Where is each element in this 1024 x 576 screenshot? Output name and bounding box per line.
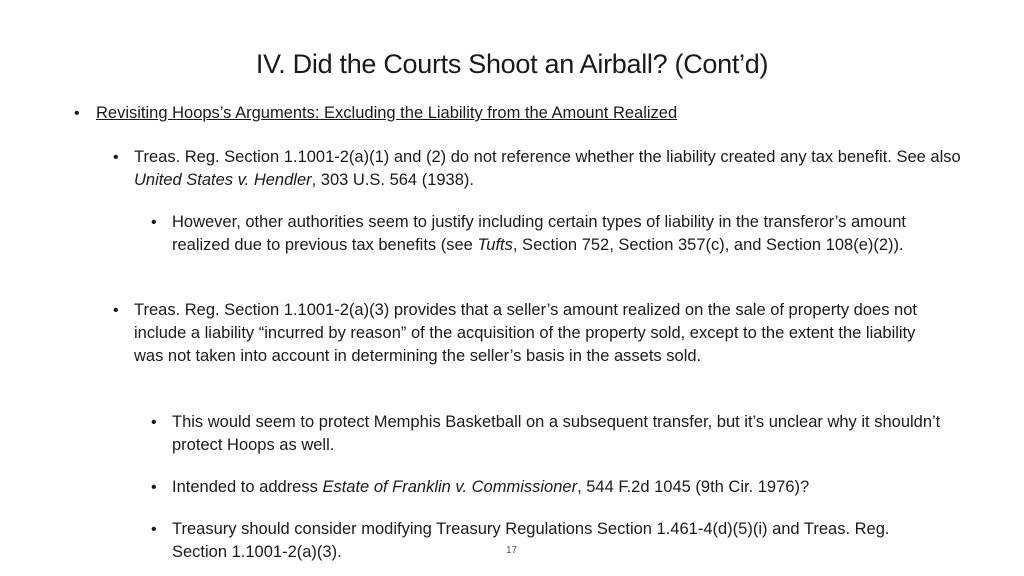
bullet-item: Treasury should consider modifying Treasury Regulations Section 1.461-4(d)(5)(i) and Treas. Reg. Section 1.1001-2(a)(3). (172, 520, 890, 561)
bullet-item: Intended to address Estate of Franklin v. Commissioner, 544 F.2d 1045 (9th Cir. 1976)? (172, 478, 810, 496)
bullet-dot: • (151, 214, 157, 231)
bullet-dot: • (151, 479, 157, 496)
page-number: 17 (506, 545, 518, 556)
slide-title: IV. Did the Courts Shoot an Airball? (Cont’d) (255, 49, 769, 79)
bullet-dot: • (151, 414, 157, 431)
bullet-dot: • (151, 521, 157, 538)
bullet-item: This would seem to protect Memphis Basketball on a subsequent transfer, but it’s unclear why it shouldn’t protect Hoops as well. (172, 413, 941, 454)
bullet-item: Treas. Reg. Section 1.1001-2(a)(1) and (2) do not reference whether the liability created any tax benefit. See also United States v. Hendler, 303 U.S. 564 (1938). (134, 148, 961, 189)
bullet-item: Treas. Reg. Section 1.1001-2(a)(3) provides that a seller’s amount realized on the sale of property does not include a liability “incurred by reason” of the acquisition of the property sold, except to the extent the liability was not taken into account in determining the seller’s basis in the assets sold. (134, 301, 917, 365)
bullet-dot: • (113, 302, 119, 319)
bullet-dot: • (113, 149, 119, 166)
bullet-item: However, other authorities seem to justify including certain types of liability in the transferor’s amount realized due to previous tax benefits (see Tufts, Section 752, Section 357(c), and Section 108(e)(2)). (172, 213, 907, 254)
bullet-heading: Revisiting Hoops’s Arguments: Excluding the Liability from the Amount Realized (96, 104, 678, 122)
bullet-dot: • (74, 105, 80, 122)
